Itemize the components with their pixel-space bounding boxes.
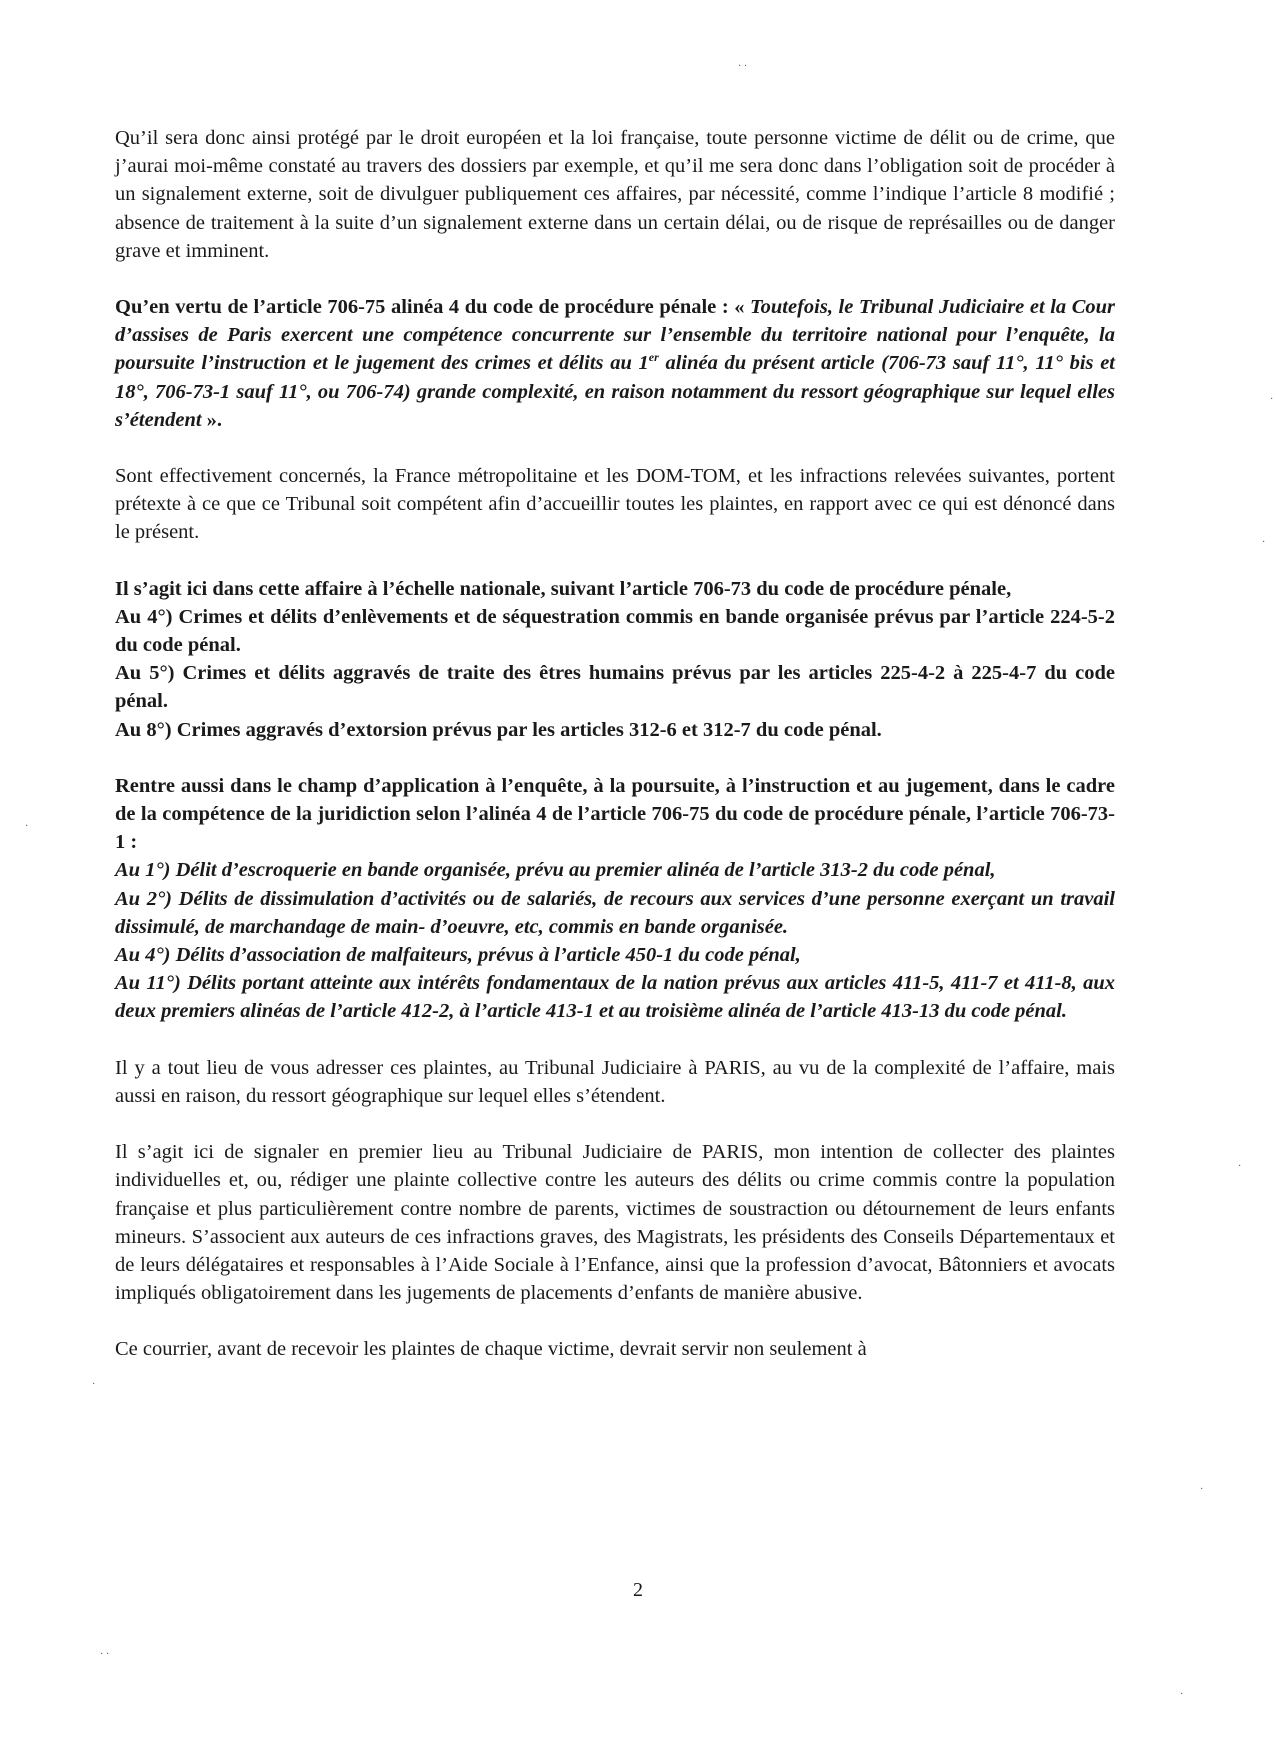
page-number [0,1576,1276,1604]
paragraph-tribunal-paris: Il y a tout lieu de vous adresser ces plaintes, au Tribunal Judiciaire à PARIS, au vu de la complexité de l’affaire, mais aussi en raison, du ressort géographique sur lequel elles s’étendent. [115,1056,1115,1107]
scan-speck: · [1270,394,1274,405]
article-706-73-item-5: Au 5°) Crimes et délits aggravés de traite des êtres humains prévus par les articles 225-4-2 à 225-4-7 du code pénal. [115,662,1115,713]
scan-speck: · · [100,1649,110,1660]
article-706-75-intro: Qu’en vertu de l’article 706-75 alinéa 4 du code de procédure pénale : « [115,296,751,319]
scan-speck: · [1180,1689,1184,1700]
paragraph-courrier: Ce courrier, avant de recevoir les plaintes de chaque victime, devrait servir non seulement à [115,1338,867,1361]
paragraph-article-706-75 [115,293,1115,434]
article-706-73-1-intro: Rentre aussi dans le champ d’application à l’enquête, à la poursuite, à l’instruction et au jugement, dans le cadre de la compétence de la juridiction selon l’alinéa 4 de l’article 706-75 du code de procédure pénale, l’article 706-73-1 : [115,774,1115,854]
scan-speck: · [1200,1484,1204,1495]
article-706-73-1-item-4: Au 4°) Délits d’association de malfaiteurs, prévus à l’article 450-1 du code pénal, [115,944,801,967]
article-706-75-quote-part1: Toutefois, le Tribunal Judiciaire et la Cour d’assises de Paris exercent une compétence concurrente sur l’ensemble du territoire national pour l’enquête, la poursuite l’instruction et le jugement des crimes et délits au 1 [115,296,1115,375]
section-article-706-73 [115,575,1115,744]
scan-speck: · [92,1379,96,1390]
section-article-706-73-1 [115,772,1115,1026]
page-number-text: 2 [633,1579,643,1601]
scan-speck: · [1262,537,1266,548]
document-body [115,124,1115,1364]
scan-speck: · [1238,1161,1242,1172]
scan-speck: · [25,821,29,832]
article-706-75-quote-end: ». [201,408,223,431]
paragraph-protection: Qu’il sera donc ainsi protégé par le droit européen et la loi française, toute personne victime de délit ou de crime, que j’aurai moi-même constaté au travers des dossiers par exemple, et qu’il me sera donc dans l’obligation soit de procéder à un signalement externe, soit de divulguer publiquement ces affaires, par nécessité, comme l’indique l’article 8 modifié ; absence de traitement à la suite d’un signalement externe dans un certain délai, ou de risque de représailles ou de danger grave et imminent. [115,127,1115,262]
article-706-73-intro: Il s’agit ici dans cette affaire à l’échelle nationale, suivant l’article 706-73 du code de procédure pénale, [115,577,1012,600]
article-706-75-superscript: er [648,350,659,365]
article-706-73-1-item-11: Au 11°) Délits portant atteinte aux intérêts fondamentaux de la nation prévus aux articles 411-5, 411-7 et 411-8, aux deux premiers alinéas de l’article 412-2, à l’article 413-1 et au troisième alinéa de l’article 413-13 du code pénal. [115,972,1115,1023]
scan-speck: · · [738,61,748,72]
article-706-73-item-4: Au 4°) Crimes et délits d’enlèvements et de séquestration commis en bande organisée prévus par l’article 224-5-2 du code pénal. [115,605,1115,657]
paragraph-territories: Sont effectivement concernés, la France métropolitaine et les DOM-TOM, et les infractions relevées suivantes, portent prétexte à ce que ce Tribunal soit compétent afin d’accueillir toutes les plaintes, en rapport avec ce qui est dénoncé dans le présent. [115,465,1115,544]
paragraph-intention: Il s’agit ici de signaler en premier lieu au Tribunal Judiciaire de PARIS, mon intention de collecter des plaintes individuelles et, ou, rédiger une plainte collective contre les auteurs des délits ou crime commis contre la population française et plus particulièrement contre nombre de parents, victimes de soustraction ou détournement de leurs enfants mineurs. S’associent aux auteurs de ces infractions graves, des Magistrats, les présidents des Conseils Départementaux et de leurs délégataires et responsables à l’Aide Sociale à l’Enfance, ainsi que la profession d’avocat, Bâtonniers et avocats impliqués obligatoirement dans les jugements de placements d’enfants de manière abusive. [115,1141,1115,1305]
article-706-73-item-8: Au 8°) Crimes aggravés d’extorsion prévus par les articles 312-6 et 312-7 du code pénal. [115,718,882,741]
article-706-73-1-item-2: Au 2°) Délits de dissimulation d’activités ou de salariés, de recours aux services d’une personne exerçant un travail dissimulé, de marchandage de main- d’oeuvre, etc, commis en bande organisée. [115,887,1115,938]
article-706-73-1-item-1: Au 1°) Délit d’escroquerie en bande organisée, prévu au premier alinéa de l’article 313-2 du code pénal, [115,859,996,882]
article-706-75-quote-part2: alinéa du présent article (706-73 sauf 11°, 11° bis et 18°, 706-73-1 sauf 11°, ou 706-74) grande complexité, en raison notamment du ressort géographique sur lequel elles s’étendent [115,352,1116,431]
